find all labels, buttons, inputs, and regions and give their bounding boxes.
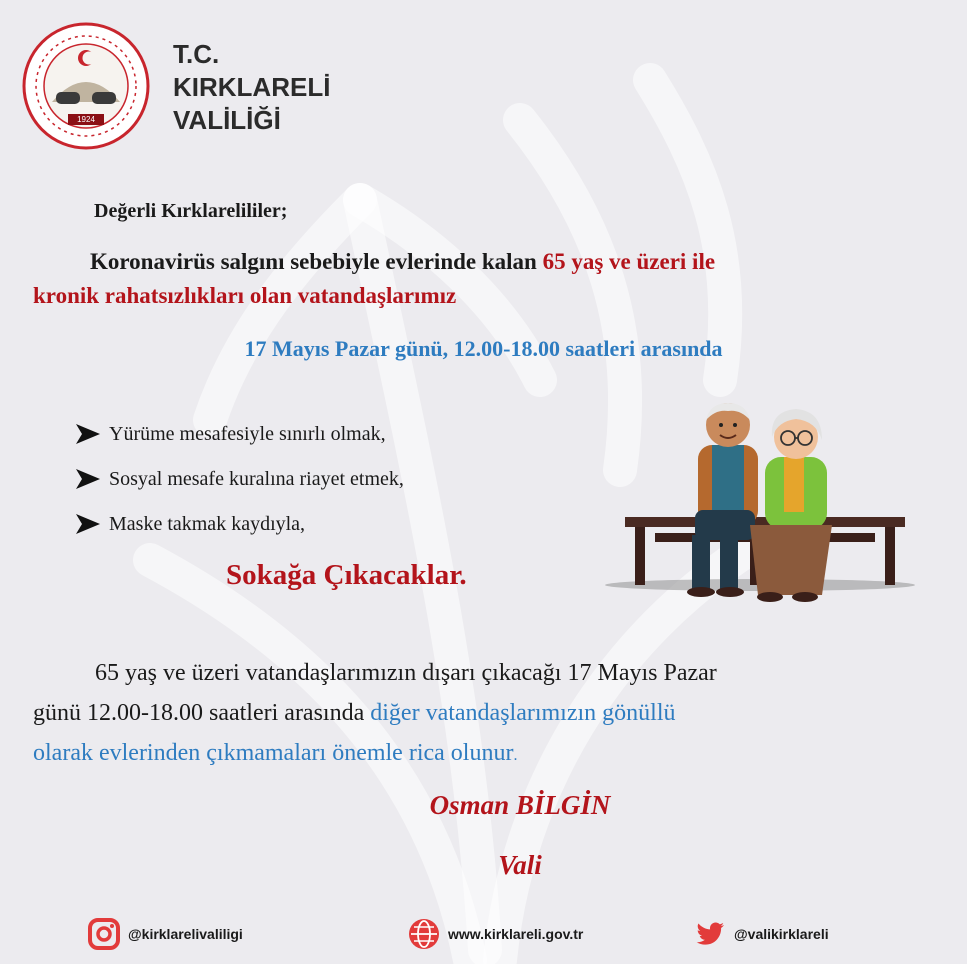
elderly-couple-illustration (600, 385, 920, 615)
seal-logo (22, 22, 150, 150)
condition-item (74, 512, 305, 536)
intro-highlight-2: kronik rahatsızlıkları olan vatandaşlarımız (33, 283, 457, 308)
notice-line-2-blue: diğer vatandaşlarımızın gönüllü (370, 700, 676, 726)
institution-line1: T.C. (173, 39, 220, 69)
arrow-bullet-icon (74, 422, 102, 446)
instagram-icon (88, 918, 120, 950)
notice-line-3-blue: olarak evlerinden çıkmamaları önemle rica olunur (33, 740, 514, 766)
intro-paragraph (33, 245, 933, 313)
instagram-handle[interactable]: @kirklarelivaliligi (128, 926, 243, 942)
institution-line2: KIRKLARELİ (173, 72, 331, 102)
notice-line-3-end: . (513, 747, 518, 764)
institution-line3: VALİLİĞİ (173, 105, 281, 135)
institution-name (173, 38, 330, 137)
outcome-heading: Sokağa Çıkacaklar. (226, 559, 467, 591)
signature-name: Osman BİLGİN (429, 790, 611, 820)
condition-item (74, 467, 404, 491)
condition-text: Yürüme mesafesiyle sınırlı olmak, (109, 422, 386, 445)
seal-year: 1924 (77, 115, 95, 124)
date-line: 17 Mayıs Pazar günü, 12.00-18.00 saatleri arasında (244, 336, 723, 361)
notice-line-1: 65 yaş ve üzeri vatandaşlarımızın dışarı çıkacağı 17 Mayıs Pazar (95, 660, 717, 686)
greeting: Değerli Kırklarelililer; (94, 200, 288, 222)
footer-instagram[interactable] (88, 918, 243, 950)
arrow-bullet-icon (74, 512, 102, 536)
notice-paragraph (33, 653, 963, 776)
globe-icon (408, 918, 440, 950)
footer-twitter[interactable] (694, 918, 829, 950)
website-url[interactable]: www.kirklareli.gov.tr (448, 926, 584, 942)
condition-text: Maske takmak kaydıyla, (109, 512, 306, 535)
intro-plain: Koronavirüs salgını sebebiyle evlerinde kalan (90, 249, 543, 274)
condition-item (74, 422, 386, 446)
notice-line-2: günü 12.00-18.00 saatleri arasında (33, 700, 371, 726)
twitter-handle[interactable]: @valikirklareli (734, 926, 829, 942)
intro-highlight-1: 65 yaş ve üzeri ile (542, 249, 716, 274)
footer-website[interactable] (408, 918, 583, 950)
arrow-bullet-icon (74, 467, 102, 491)
signature-title: Vali (498, 850, 542, 880)
condition-text: Sosyal mesafe kuralına riayet etmek, (109, 467, 404, 490)
twitter-icon (694, 918, 726, 950)
